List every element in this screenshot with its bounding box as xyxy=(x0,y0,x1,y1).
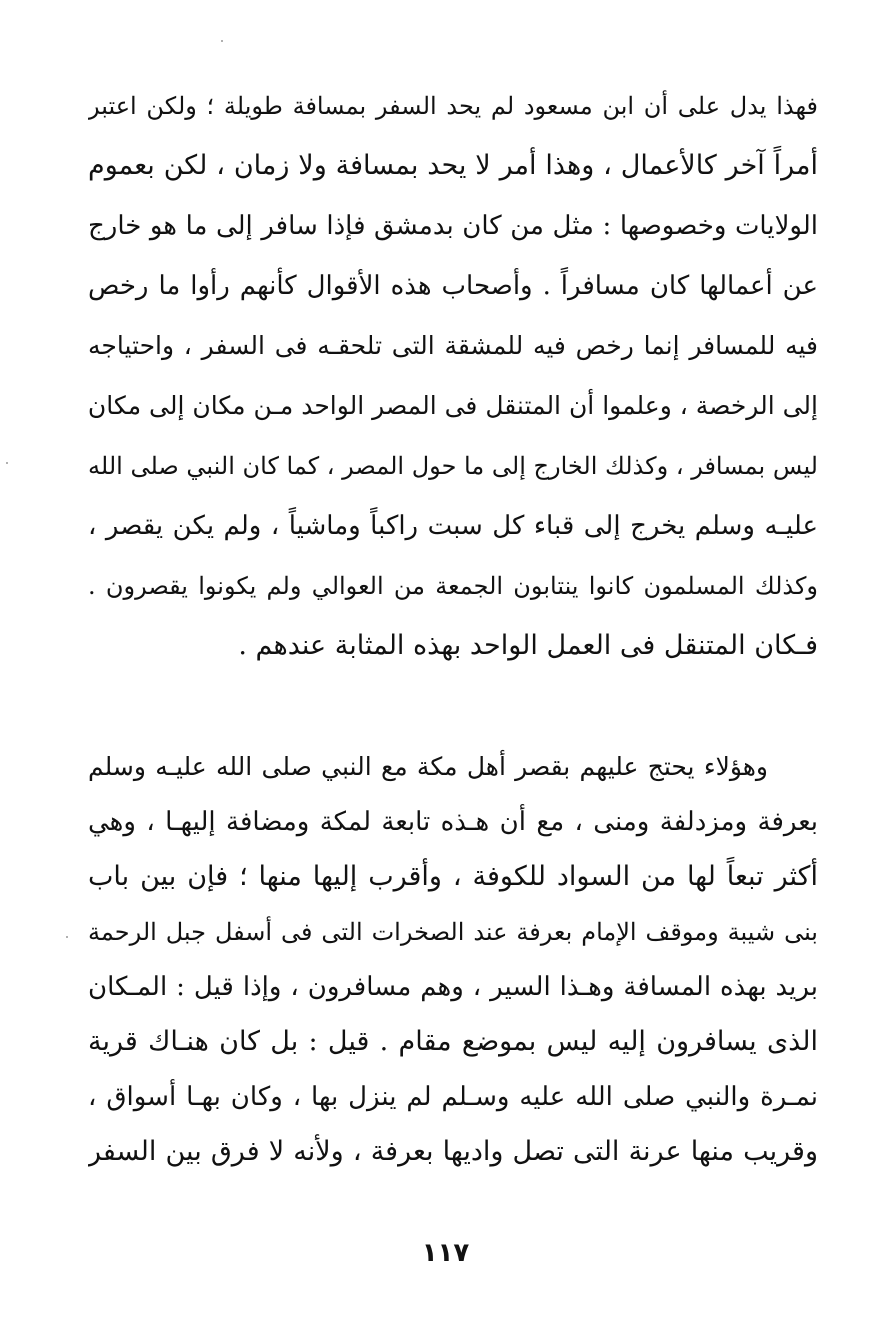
text-line: وقريب منها عرنة التى تصل واديها بعرفة ، ولأنه لا فرق بين السفر xyxy=(88,1136,818,1167)
text-line: أمراً آخر كالأعمال ، وهذا أمر لا يحد بمسافة ولا زمان ، لكن بعموم xyxy=(88,150,818,181)
text-line: بريد بهذه المسافة وهـذا السير ، وهم مسافرون ، وإذا قيل : المـكان xyxy=(88,972,818,1002)
text-line: الذى يسافرون إليه ليس بموضع مقام . قيل : بل كان هنـاك قرية xyxy=(88,1026,818,1057)
page-number: ١١٧ xyxy=(421,1238,470,1268)
text-line: وهؤلاء يحتج عليهم بقصر أهل مكة مع النبي صلى الله عليـه وسلم xyxy=(88,752,768,781)
scan-speck xyxy=(221,40,223,42)
text-line: نمـرة والنبي صلى الله عليه وسـلم لم ينزل بها ، وكان بهـا أسواق ، xyxy=(88,1082,818,1112)
text-line: عن أعمالها كان مسافراً . وأصحاب هذه الأقوال كأنهم رأوا ما رخص xyxy=(88,271,818,301)
text-line: بعرفة ومزدلفة ومنى ، مع أن هـذه تابعة لمكة ومضافة إليهـا ، وهي xyxy=(88,807,818,837)
text-line: عليـه وسلم يخرج إلى قباء كل سبت راكباً وماشياً ، ولم يكن يقصر ، xyxy=(88,511,818,541)
text-line: إلى الرخصة ، وعلموا أن المتنقل فى المصر الواحد مـن مكان إلى مكان xyxy=(88,391,818,420)
text-line: الولايات وخصوصها : مثل من كان بدمشق فإذا سافر إلى ما هو خارج xyxy=(88,211,818,241)
text-line: ليس بمسافر ، وكذلك الخارج إلى ما حول المصر ، كما كان النبي صلى الله xyxy=(88,452,818,480)
scan-speck xyxy=(66,936,68,938)
text-line: بنى شيبة وموقف الإمام بعرفة عند الصخرات التى فى أسفل جبل الرحمة xyxy=(88,918,818,946)
text-line: وكذلك المسلمون كانوا ينتابون الجمعة من العوالي ولم يكونوا يقصرون . xyxy=(88,572,818,600)
text-line: فهذا يدل على أن ابن مسعود لم يحد السفر بمسافة طويلة ؛ ولكن اعتبر xyxy=(88,92,818,120)
text-line: أكثر تبعاً لها من السواد للكوفة ، وأقرب إليها منها ؛ فإن بين باب xyxy=(88,861,818,892)
text-line: فيه للمسافر إنما رخص فيه للمشقة التى تلحقـه فى السفر ، واحتياجه xyxy=(88,331,818,360)
scan-speck xyxy=(6,462,8,464)
text-line: فـكان المتنقل فى العمل الواحد بهذه المثابة عندهم . xyxy=(238,630,818,661)
